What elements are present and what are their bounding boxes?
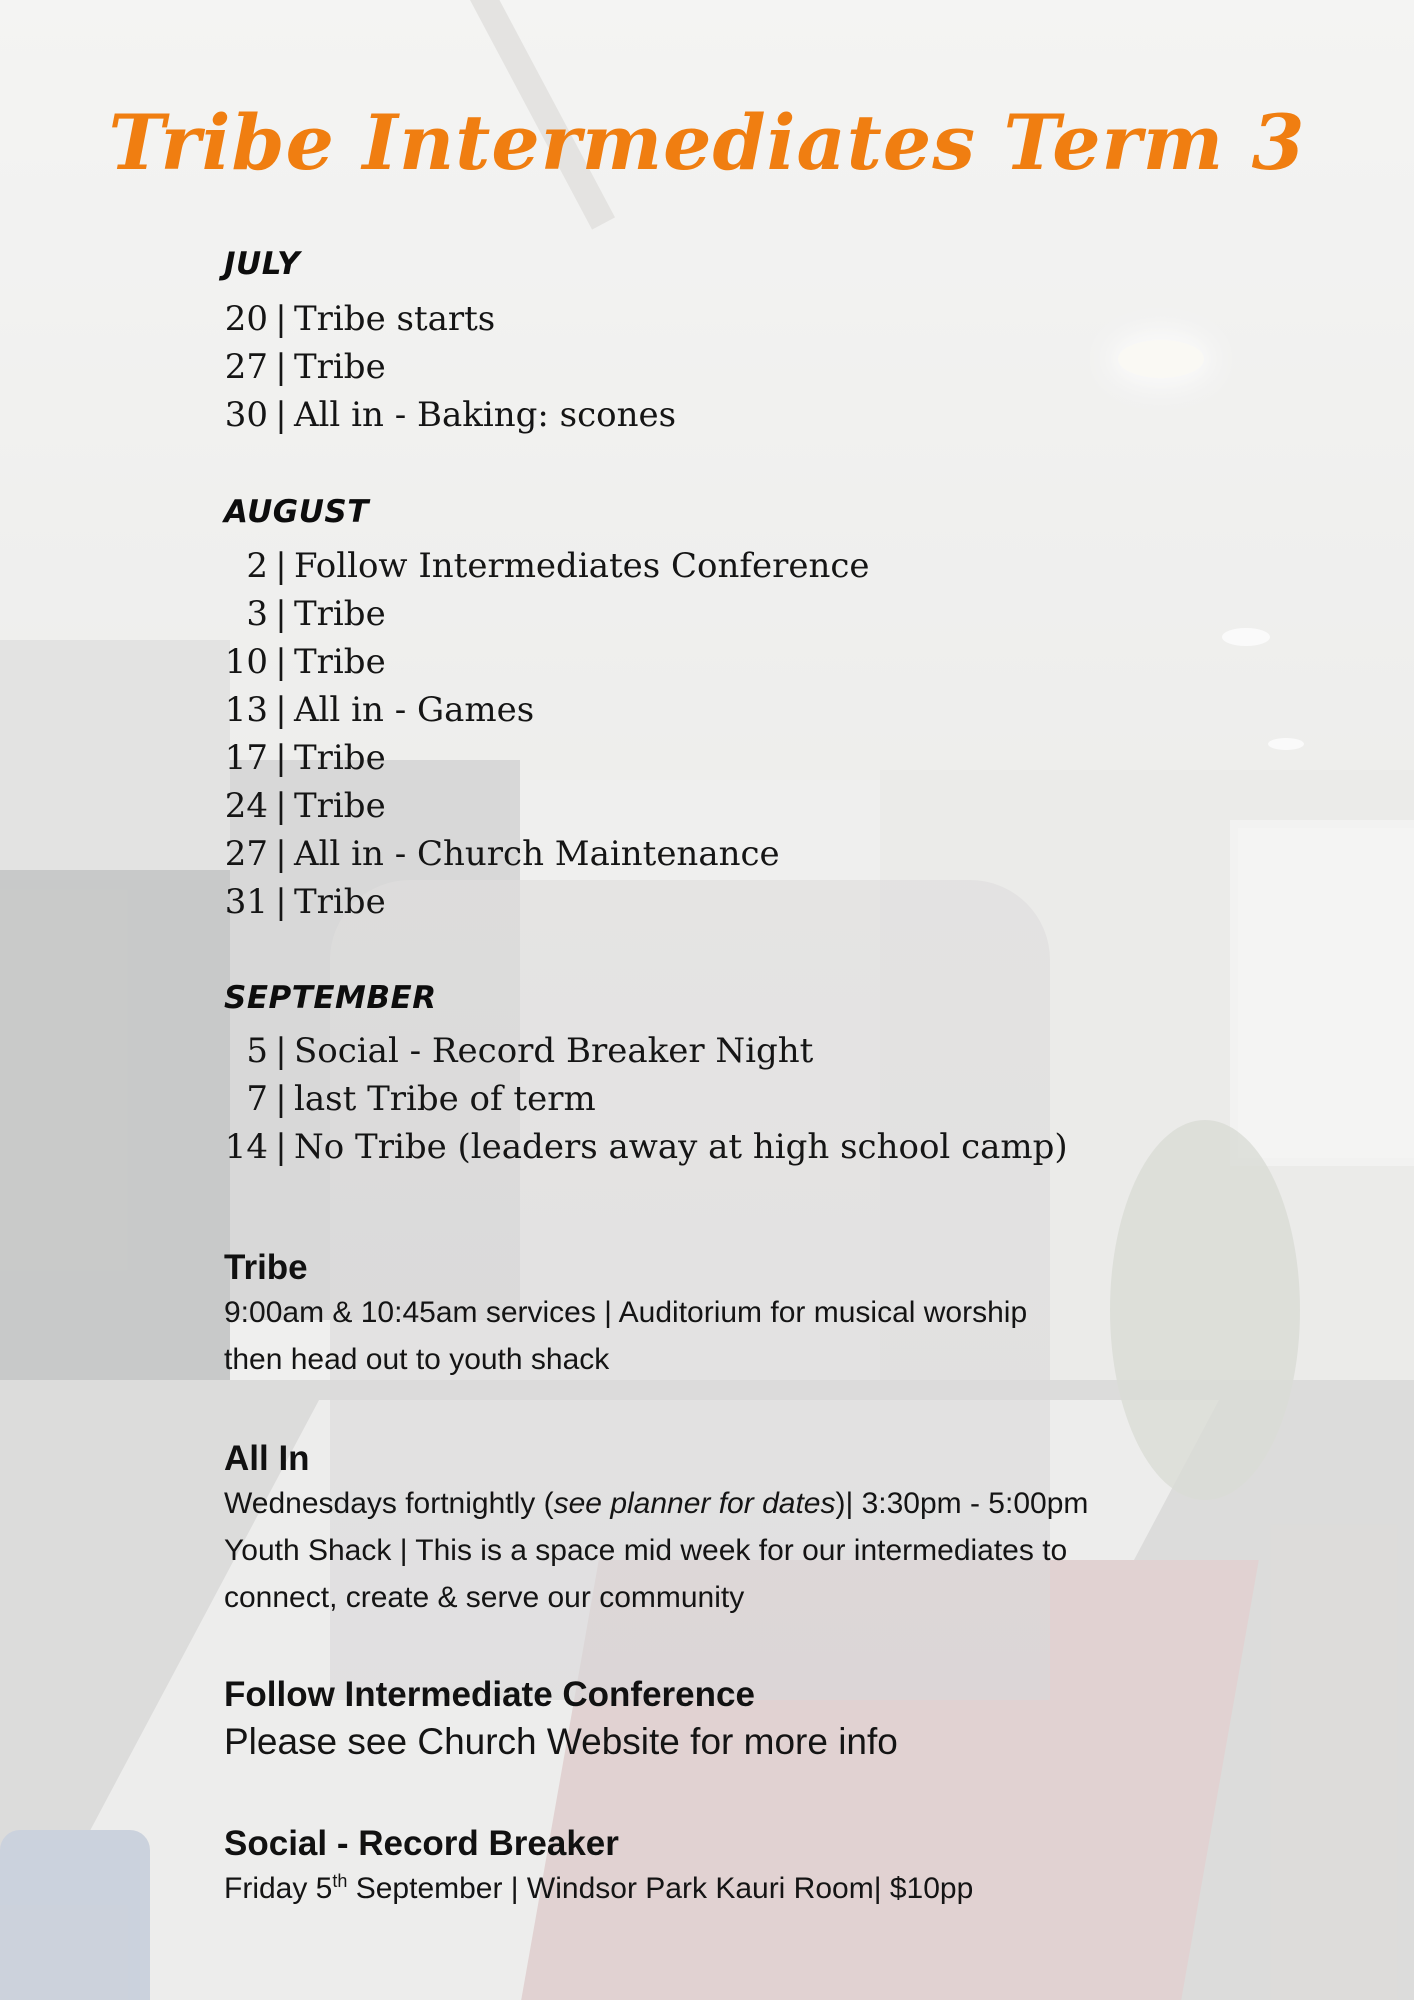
separator: | bbox=[275, 299, 287, 339]
section-heading: All In bbox=[224, 1439, 310, 1478]
section-body: Please see Church Website for more info bbox=[224, 1721, 898, 1762]
event-day: 5 bbox=[246, 1031, 268, 1071]
body-text: September | Windsor Park Kauri Room| $10pp bbox=[347, 1872, 974, 1905]
schedule-row bbox=[224, 343, 676, 391]
body-text: )| 3:30pm - 5:00pm bbox=[835, 1487, 1089, 1520]
event-text: All in - Games bbox=[294, 690, 535, 730]
schedule-row bbox=[224, 1123, 1068, 1171]
event-day: 7 bbox=[246, 1079, 268, 1119]
event-text: Tribe bbox=[294, 642, 386, 682]
section-heading: Follow Intermediate Conference bbox=[224, 1675, 755, 1714]
schedule-row bbox=[224, 830, 870, 878]
month-heading-august: AUGUST bbox=[224, 494, 369, 530]
separator: | bbox=[275, 347, 287, 387]
body-text: Friday 5 bbox=[224, 1872, 333, 1905]
event-day: 24 bbox=[224, 786, 268, 826]
event-text: last Tribe of term bbox=[294, 1079, 596, 1119]
separator: | bbox=[275, 834, 287, 874]
separator: | bbox=[275, 786, 287, 826]
event-day: 17 bbox=[224, 738, 268, 778]
schedule-row bbox=[224, 878, 870, 926]
event-day: 10 bbox=[224, 642, 268, 682]
section-tribe bbox=[224, 1247, 1224, 1383]
separator: | bbox=[275, 1079, 287, 1119]
section-social bbox=[224, 1823, 1224, 1912]
schedule-september bbox=[224, 1027, 1068, 1171]
schedule-august bbox=[224, 542, 870, 926]
schedule-row bbox=[224, 686, 870, 734]
event-day: 13 bbox=[224, 690, 268, 730]
event-day: 2 bbox=[246, 546, 268, 586]
schedule-row bbox=[224, 782, 870, 830]
event-text: Tribe bbox=[294, 738, 386, 778]
schedule-july bbox=[224, 295, 676, 439]
event-day: 3 bbox=[246, 594, 268, 634]
separator: | bbox=[275, 882, 287, 922]
section-heading: Tribe bbox=[224, 1248, 308, 1287]
event-text: Tribe starts bbox=[294, 299, 496, 339]
event-day: 27 bbox=[224, 347, 268, 387]
body-line: then head out to youth shack bbox=[224, 1343, 610, 1376]
schedule-row bbox=[224, 1027, 1068, 1075]
event-text: Tribe bbox=[294, 786, 386, 826]
section-conference bbox=[224, 1674, 1224, 1768]
event-day: 14 bbox=[224, 1127, 268, 1167]
separator: | bbox=[275, 594, 287, 634]
schedule-row bbox=[224, 734, 870, 782]
separator: | bbox=[275, 642, 287, 682]
body-text: Wednesdays fortnightly ( bbox=[224, 1487, 554, 1520]
event-text: Tribe bbox=[294, 882, 386, 922]
event-text: Follow Intermediates Conference bbox=[294, 546, 870, 586]
section-heading: Social - Record Breaker bbox=[224, 1824, 619, 1863]
separator: | bbox=[275, 1127, 287, 1167]
event-text: All in - Baking: scones bbox=[294, 395, 677, 435]
section-all-in bbox=[224, 1438, 1224, 1621]
month-heading-july: JULY bbox=[224, 246, 301, 282]
event-day: 31 bbox=[224, 882, 268, 922]
ordinal-suffix: th bbox=[332, 1871, 348, 1891]
section-body bbox=[224, 1289, 1224, 1383]
body-line: Youth Shack | This is a space mid week for our intermediates to bbox=[224, 1534, 1068, 1567]
body-text-italic: see planner for dates bbox=[553, 1487, 836, 1520]
schedule-row bbox=[224, 295, 676, 343]
event-day: 30 bbox=[224, 395, 268, 435]
month-heading-september: SEPTEMBER bbox=[224, 980, 437, 1016]
page-title: Tribe Intermediates Term 3 bbox=[108, 98, 1306, 187]
schedule-row bbox=[224, 391, 676, 439]
event-day: 27 bbox=[224, 834, 268, 874]
schedule-row bbox=[224, 638, 870, 686]
body-line bbox=[224, 1480, 1224, 1527]
event-text: All in - Church Maintenance bbox=[294, 834, 780, 874]
event-day: 20 bbox=[224, 299, 268, 339]
schedule-row bbox=[224, 1075, 1068, 1123]
section-body bbox=[224, 1865, 1224, 1912]
section-body bbox=[224, 1480, 1224, 1621]
body-line: connect, create & serve our community bbox=[224, 1581, 745, 1614]
schedule-row bbox=[224, 590, 870, 638]
event-text: Tribe bbox=[294, 347, 386, 387]
event-text: No Tribe (leaders away at high school camp) bbox=[294, 1127, 1068, 1167]
separator: | bbox=[275, 546, 287, 586]
body-line: 9:00am & 10:45am services | Auditorium for musical worship bbox=[224, 1296, 1028, 1329]
event-text: Social - Record Breaker Night bbox=[294, 1031, 814, 1071]
separator: | bbox=[275, 738, 287, 778]
event-text: Tribe bbox=[294, 594, 386, 634]
schedule-row bbox=[224, 542, 870, 590]
separator: | bbox=[275, 690, 287, 730]
separator: | bbox=[275, 395, 287, 435]
separator: | bbox=[275, 1031, 287, 1071]
